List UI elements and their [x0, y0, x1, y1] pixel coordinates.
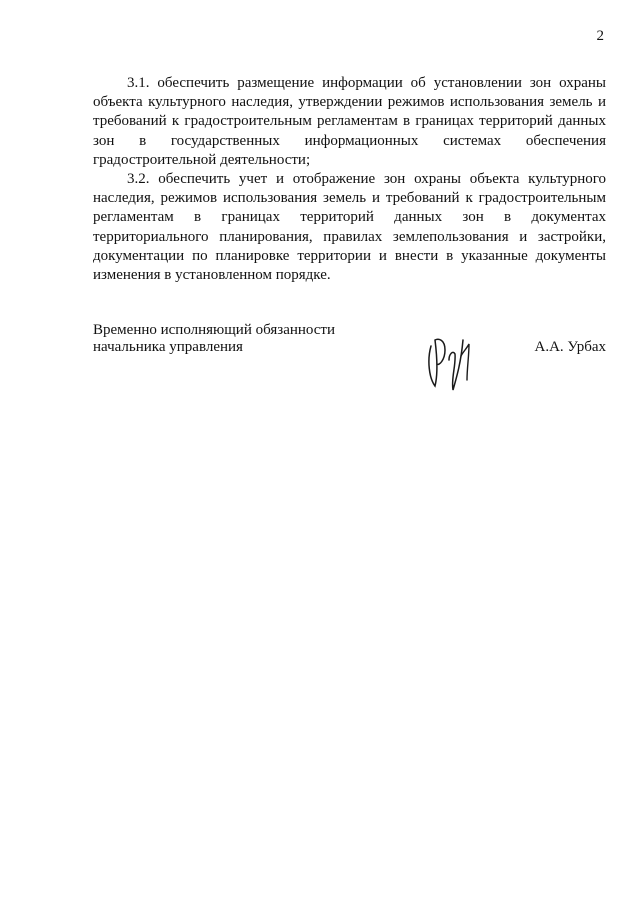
handwritten-signature	[423, 326, 479, 396]
signer-title	[93, 322, 335, 356]
paragraph-3-1: 3.1. обеспечить размещение информации об установлении зон охраны объекта культурного наследия, утверждении режимов использования земель и требований к градостроительным регламентам в границах территорий данных зон в государственных информационных системах обеспечения градостроительной деятельности;	[93, 75, 606, 168]
signature-block	[93, 322, 606, 402]
signer-title-line-1: Временно исполняющий обязанности	[93, 322, 336, 338]
signer-title-line-2: начальника управления	[93, 339, 243, 355]
document-body	[93, 74, 606, 285]
paragraph-3-2: 3.2. обеспечить учет и отображение зон охраны объекта культурного наследия, режимов использования земель и требований к градостроительным регламентам в границах территорий данных зон в документах территориального планирования, правилах землепользования и застройки, документации по планировке территории и внести в указанные документы изменения в установленном порядке.	[93, 171, 606, 284]
page-number: 2	[596, 28, 604, 44]
signer-name: А.А. Урбах	[534, 339, 606, 355]
